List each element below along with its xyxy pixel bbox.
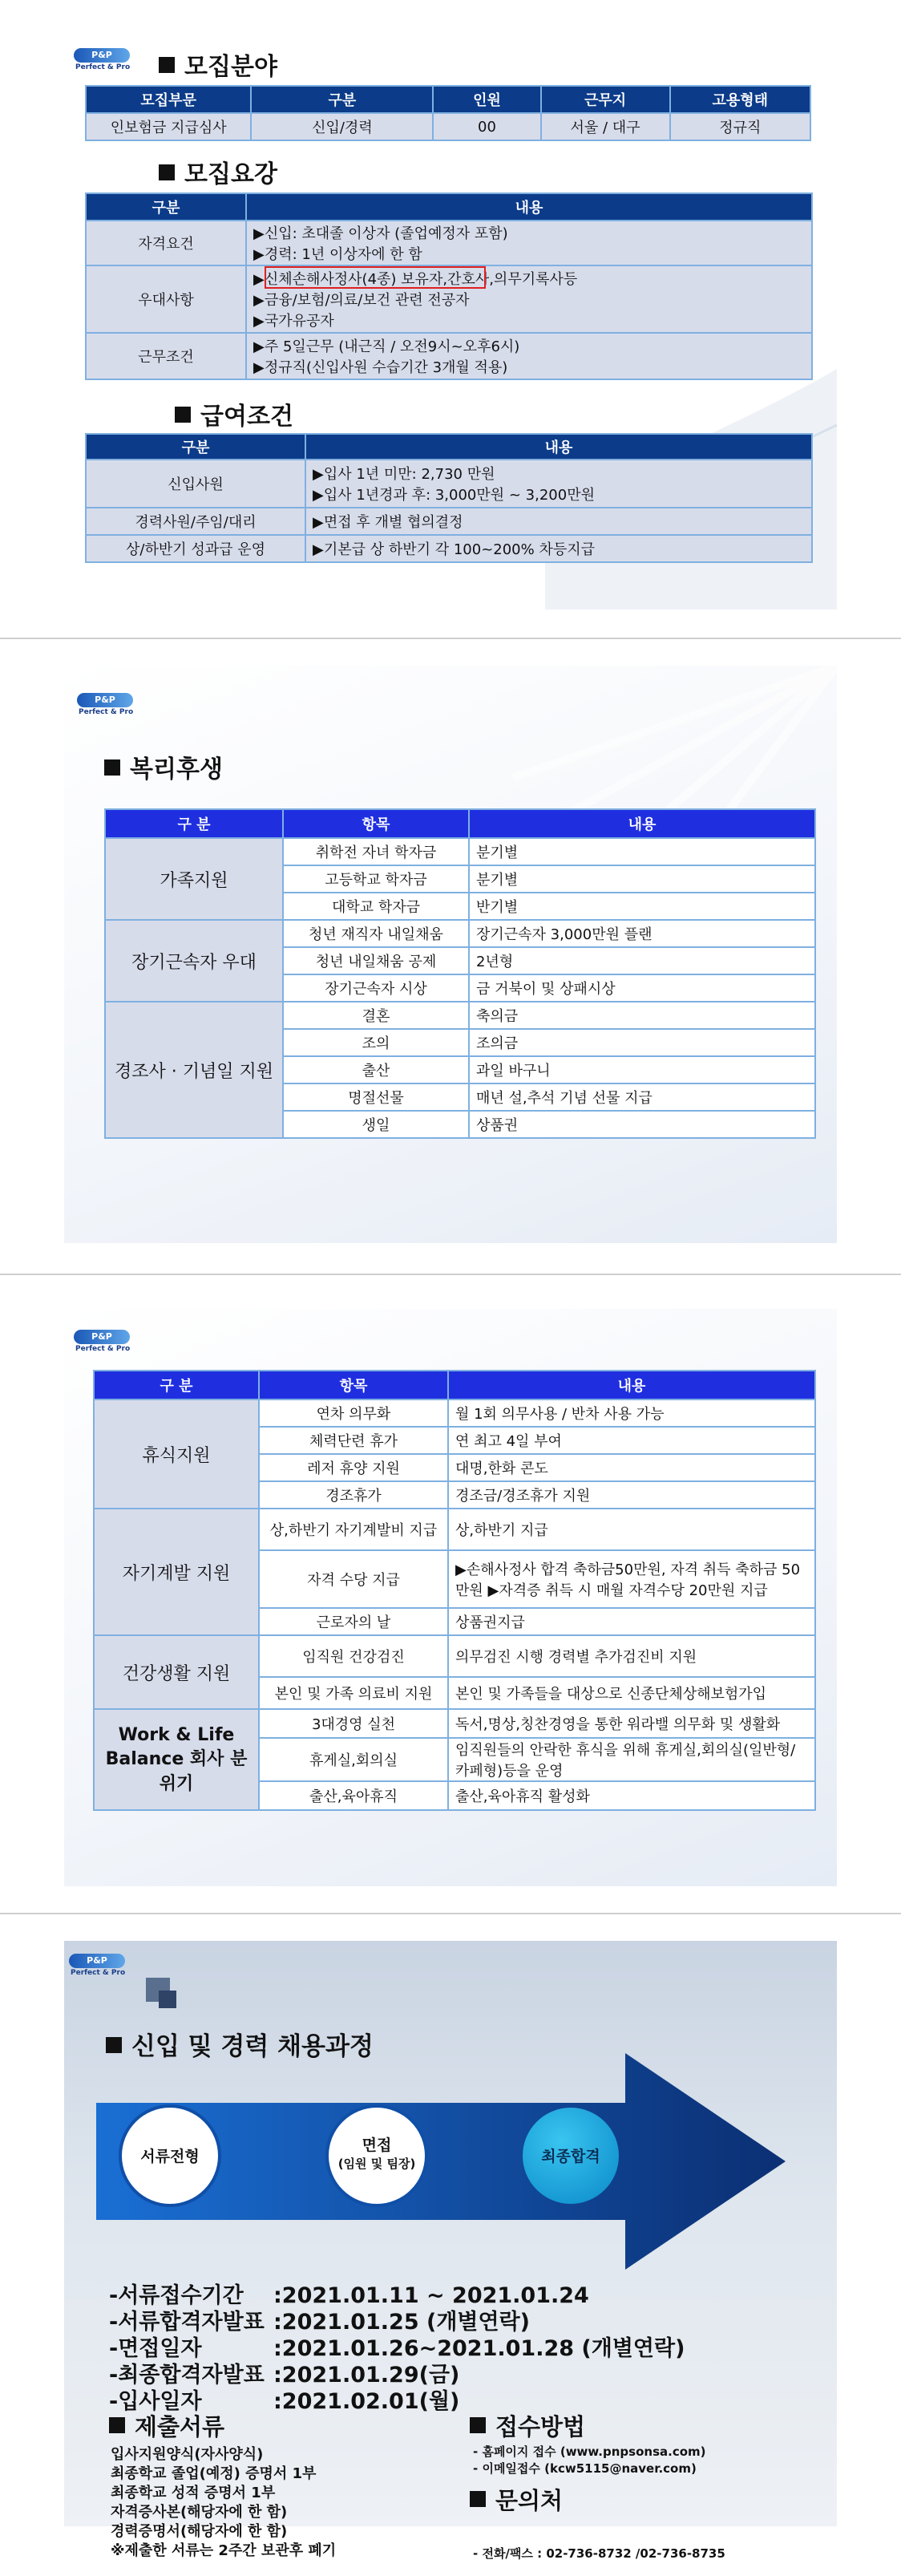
contact-list: - 전화/팩스 : 02-736-8732 /02-736-8735	[473, 2546, 725, 2561]
schedule-list: -서류접수기간 :2021.01.11 ~ 2021.01.24 -서류합격자발표 :2021.01.25 (개별연락) -면접일자 :2021.01.26~2021.01.28 (개별연락) -최종합격자발표 :2021.01.29(금) -입사일자 :2021.02.01(월)	[109, 2283, 685, 2414]
heading-apply-method: 접수방법	[470, 2409, 585, 2442]
slide-welfare	[64, 666, 837, 1243]
step-document-screening: 서류전형	[122, 2108, 218, 2204]
highlight-box	[265, 266, 486, 289]
company-logo: P&P Perfect & Pro	[75, 1331, 131, 1353]
page-divider	[0, 1913, 901, 1914]
step-final-pass: 최종합격	[523, 2108, 619, 2204]
slide-welfare-detail	[64, 1309, 837, 1886]
salary-table: 구분 내용 신입사원 ▶입사 1년 미만: 2,730 만원 ▶입사 1년경과 후: 3,000만원 ~ 3,200만원 경력사원/주임/대리 ▶면접 후 개별 협의결정 상/하반기 성과급 운영 ▶기본급 상 하반기 각 100~200% 차등지급	[85, 433, 813, 563]
heading-hiring-process: 신입 및 경력 채용과정	[106, 2026, 374, 2062]
company-logo: P&P Perfect & Pro	[79, 695, 134, 716]
company-logo: P&P Perfect & Pro	[75, 50, 131, 71]
heading-contact: 문의처	[470, 2483, 563, 2516]
heading-salary: 급여조건	[175, 396, 293, 431]
heading-documents: 제출서류	[109, 2409, 224, 2442]
welfare-detail-table: 구 분 항목 내용 휴식지원 연차 의무화 월 1회 의무사용 / 반차 사용 가능 체력단련 휴가 연 최고 4일 부여 레저 휴양 지원 대명,한화 콘도 경조휴가 경조금/경조휴가 지원 자기계발 지원 상,하반기 자기계발비 지급 상,하반기 지급 자격 수당 지급 ▶손해사정사 합격 축하금50만원, 자격 취득 축하금 50만원 ▶자격증 취득 시 매월 자격수당 20만원 지급 근로자의 날 상품권지급 건강생활 지원 임직원 건강검진 의무검진 시행 경력별 추가검진비 지원 본인 및 가족 의료비 지원 본인 및 가족들을 대상으로 신종단체상해보험가입 Work & Life Balance 회사 분위기 3대경영 실천 독서,명상,칭찬경영을 통한 워라밸 의무화 및 생활화 휴게실,회의실 임직원들의 안락한 휴식을 위해 휴게실,회의실(일반형/카페형)등을 운영 출산,육아휴직 출산,육아휴직 활성화	[93, 1370, 816, 1811]
recruit-field-table: 모집부문 구분 인원 근무지 고용형태 인보험금 지급심사 신입/경력 00 서울 / 대구 정규직	[85, 85, 811, 141]
corner-squares	[159, 1991, 176, 2008]
page-divider	[0, 1274, 901, 1275]
welfare-table: 구 분 항목 내용 가족지원 취학전 자녀 학자금 분기별 고등학교 학자금 분기별 대학교 학자금 반기별 장기근속자 우대 청년 재직자 내일채움 장기근속자 3,000만원 플랜 청년 내일채움 공제 2년형 장기근속자 시상 금 거북이 및 상패시상 경조사 · 기념일 지원 결혼 축의금 조의 조의금 출산 과일 바구니 명절선물 매년 설,추석 기념 선물 지급 생일 상품권	[104, 808, 816, 1139]
step-interview: 면접 (임원 및 팀장)	[329, 2108, 425, 2204]
slide-recruitment-fields	[64, 32, 837, 610]
requirements-table: 구분 내용 자격요건 ▶신입: 초대졸 이상자 (졸업예정자 포함) ▶경력: 1년 이상자에 한 함 우대사항 ▶신체손해사정사(4종) 보유자,간호사,의무기록사등 ▶금융/보험/의료/보건 관련 전공자 ▶국가유공자 근무조건 ▶주 5일근무 (내근직 / 오전9시~오후6시) ▶정규직(신입사원 수습기간 3개월 적용)	[85, 192, 813, 380]
heading-welfare: 복리후생	[104, 749, 223, 784]
heading-requirements: 모집요강	[159, 154, 277, 189]
heading-recruit-field: 모집분야	[159, 47, 277, 82]
company-logo: P&P Perfect & Pro	[71, 1955, 126, 1977]
apply-method-list: - 홈페이지 접수 (www.pnpsonsa.com) - 이메일접수 (kcw5115@naver.com)	[473, 2444, 706, 2476]
documents-list: 입사지원양식(자사양식) 최종학교 졸업(예정) 증명서 1부 최종학교 성적 증명서 1부 자격증사본(해당자에 한 함) 경력증명서(해당자에 한 함) ※제출한 서류는 2주간 보관후 폐기	[111, 2446, 337, 2559]
page-divider	[0, 638, 901, 639]
